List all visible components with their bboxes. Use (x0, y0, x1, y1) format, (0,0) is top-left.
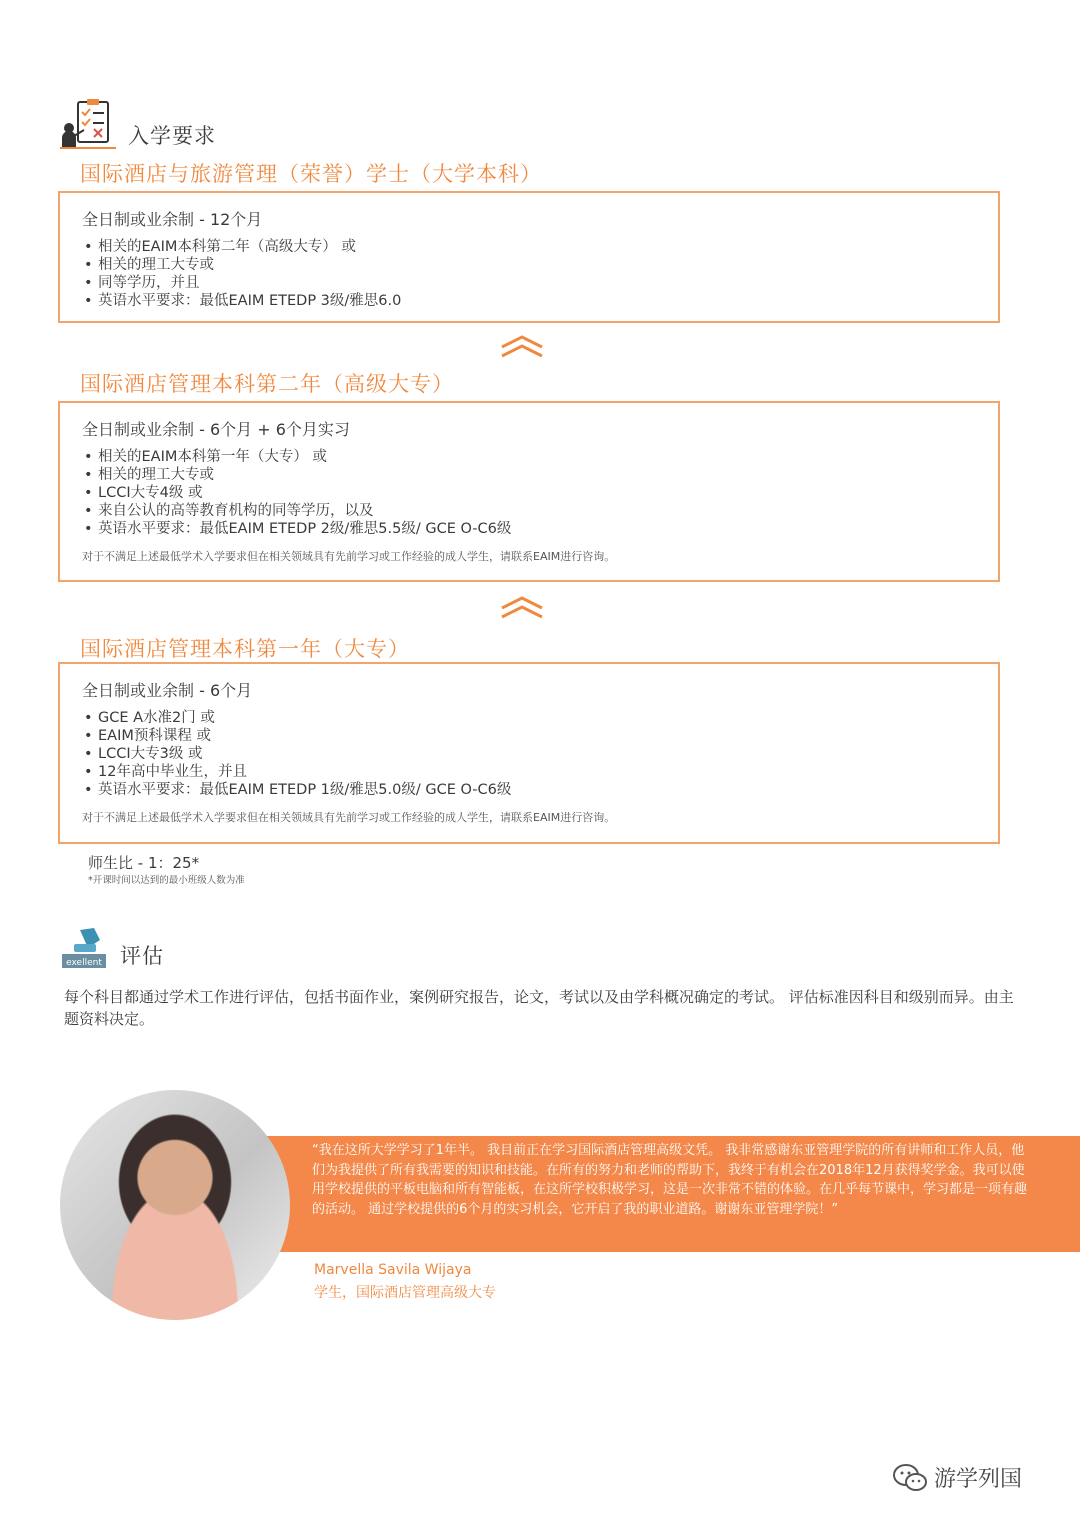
list-item: • 英语水平要求：最低EAIM ETEDP 3级/雅思6.0 (82, 292, 976, 310)
study-mode: 全日制或业余制 - 12个月 (82, 210, 263, 229)
list-item: • EAIM预科课程 或 (82, 727, 976, 745)
list-item: • LCCI大专4级 或 (82, 484, 976, 502)
watermark-text: 游学列国 (934, 1467, 1023, 1492)
student-name: Marvella Savila Wijaya (314, 1262, 472, 1278)
assessment-heading: 评估 (120, 944, 164, 968)
program-requirements-box (58, 401, 1000, 582)
list-item: • 来自公认的高等教育机构的同等学历，以及 (82, 502, 976, 520)
clipboard-checklist-icon (60, 98, 116, 150)
testimonial-quote: “我在这所大学学习了1年半。 我目前正在学习国际酒店管理高级文凭。 我非常感谢东亚管理学院的所有讲师和工作人员，他们为我提供了所有我需要的知识和技能。在所有的努力和老师的帮助下，我终于有机会在2018年12月获得奖学金。我可以使用学校提供的平板电脑和所有智能板，在这所学校积极学习，这是一次非常不错的体验。在几乎每节课中，学习都是一项有趣的活动。 通过学校提供的6个月的实习机会，它开启了我的职业道路。谢谢东亚管理学院！” (312, 1143, 1028, 1217)
wechat-icon (892, 1463, 928, 1493)
requirements-list (82, 448, 976, 538)
list-item: • 英语水平要求：最低EAIM ETEDP 2级/雅思5.5级/ GCE O-C6级 (82, 520, 976, 538)
list-item: • 相关的理工大专或 (82, 256, 976, 274)
chevron-up-icon (500, 594, 544, 620)
requirements-list (82, 238, 976, 310)
study-mode: 全日制或业余制 - 6个月 (82, 681, 253, 700)
program-title: 国际酒店与旅游管理（荣誉）学士（大学本科） (80, 162, 542, 186)
list-item: • GCE A水准2门 或 (82, 709, 976, 727)
program-requirements-box (58, 662, 1000, 844)
student-photo (60, 1090, 290, 1320)
list-item: • 12年高中毕业生，并且 (82, 763, 976, 781)
list-item: • LCCI大专3级 或 (82, 745, 976, 763)
watermark (892, 1462, 1022, 1493)
advisory-note: 对于不满足上述最低学术入学要求但在相关领域具有先前学习或工作经验的成人学生，请联系EAIM进行咨询。 (82, 550, 616, 563)
list-item: • 相关的EAIM本科第一年（大专） 或 (82, 448, 976, 466)
program-title: 国际酒店管理本科第二年（高级大专） (80, 372, 454, 396)
list-item: • 相关的EAIM本科第二年（高级大专） 或 (82, 238, 976, 256)
program-requirements-box (58, 191, 1000, 323)
admission-header (60, 98, 216, 150)
list-item: • 英语水平要求：最低EAIM ETEDP 1级/雅思5.0级/ GCE O-C6级 (82, 781, 976, 799)
assessment-header (60, 926, 164, 970)
study-mode: 全日制或业余制 - 6个月 + 6个月实习 (82, 420, 350, 439)
list-item: • 同等学历，并且 (82, 274, 976, 292)
program-title: 国际酒店管理本科第一年（大专） (80, 637, 410, 661)
chevron-up-icon (500, 333, 544, 359)
badge-text: exellent (66, 958, 102, 968)
student-role: 学生，国际酒店管理高级大专 (314, 1285, 496, 1301)
requirements-list (82, 709, 976, 799)
list-item: • 相关的理工大专或 (82, 466, 976, 484)
grading-stamp-icon (60, 926, 108, 970)
student-teacher-ratio: 师生比 - 1：25* (88, 854, 200, 872)
advisory-note: 对于不满足上述最低学术入学要求但在相关领域具有先前学习或工作经验的成人学生，请联系EAIM进行咨询。 (82, 811, 616, 824)
ratio-footnote: *开课时间以达到的最小班级人数为准 (88, 875, 245, 886)
assessment-description: 每个科目都通过学术工作进行评估，包括书面作业，案例研究报告，论文，考试以及由学科概况确定的考试。 评估标准因科目和级别而异。由主题资料决定。 (64, 988, 1014, 1028)
admission-heading: 入学要求 (128, 124, 216, 148)
